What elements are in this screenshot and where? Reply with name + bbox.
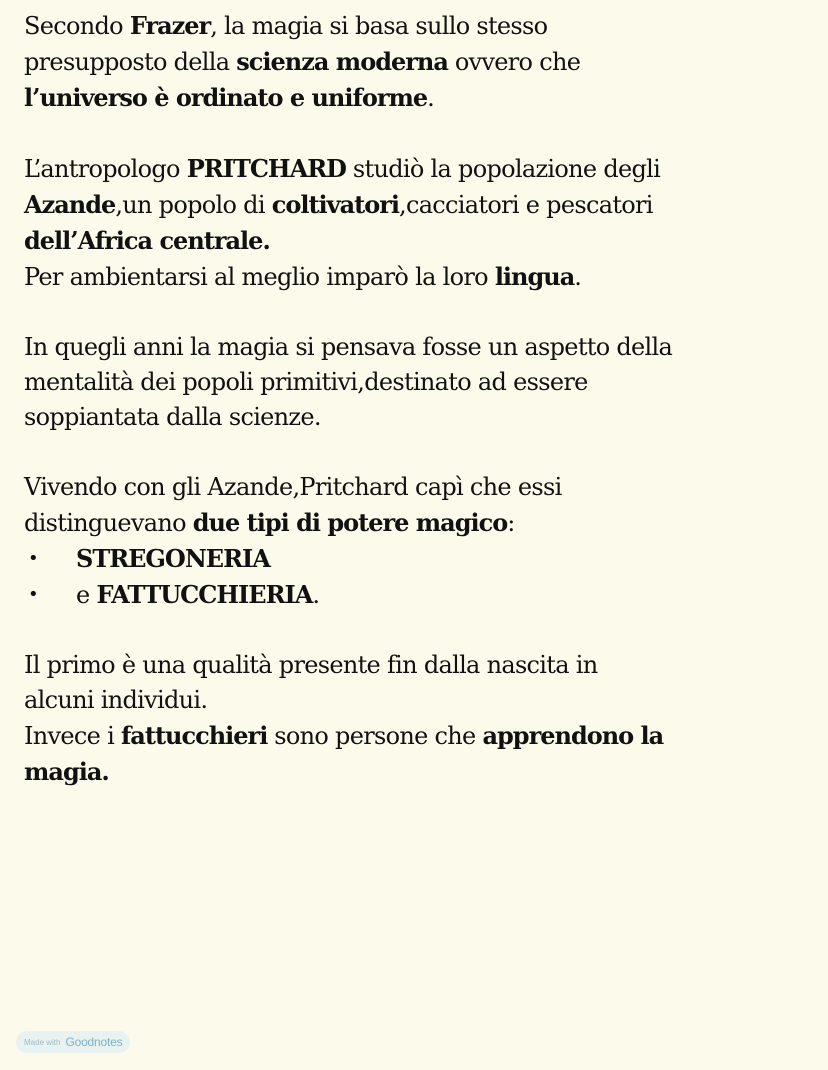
- bold-run: FATTUCCHIERIA: [96, 580, 313, 609]
- bold-run: scienza moderna: [236, 47, 448, 76]
- list-item-stregoneria: [24, 541, 814, 577]
- text-run: distinguevano: [24, 509, 193, 537]
- note-page: [24, 8, 814, 825]
- text-line: alcuni individui.: [24, 686, 208, 714]
- bold-run: STREGONERIA: [76, 544, 270, 573]
- text-run: studiò la popolazione degli: [345, 155, 661, 183]
- text-run: ovvero che: [447, 48, 581, 76]
- text-run: Per ambientarsi al meglio imparò la loro: [24, 263, 495, 291]
- text-run: .: [574, 263, 582, 291]
- text-run: ,un popolo di: [115, 191, 272, 219]
- text-run: sono persone che: [267, 722, 483, 750]
- bold-run: fattucchieri: [120, 721, 268, 750]
- text-line: [24, 718, 814, 754]
- text-line: [24, 151, 814, 187]
- bold-run: apprendono la: [482, 721, 664, 750]
- paragraph-pritchard: [24, 151, 814, 295]
- text-line: In quegli anni la magia si pensava fosse un aspetto della: [24, 333, 673, 361]
- paragraph-differences: [24, 648, 814, 790]
- text-line: soppiantata dalla scienze.: [24, 403, 321, 431]
- text-line: Vivendo con gli Azande,Pritchard capì che essi: [24, 473, 562, 501]
- bold-run: l’universo è ordinato e uniforme: [24, 83, 428, 112]
- bullet-icon: •: [28, 548, 38, 569]
- text-line: [24, 187, 814, 223]
- text-run: presupposto della: [24, 48, 237, 76]
- goodnotes-logo: Goodnotes: [65, 1035, 123, 1049]
- text-line: [24, 80, 814, 116]
- bullet-icon: •: [28, 584, 38, 605]
- text-run: :: [507, 509, 515, 537]
- bold-run: Azande: [24, 190, 116, 219]
- text-run: e: [76, 581, 97, 609]
- text-line: mentalità dei popoli primitivi,destinato ad essere: [24, 368, 588, 396]
- bold-run: dell’Africa centrale.: [24, 226, 270, 255]
- paragraph-azande: [24, 470, 814, 541]
- text-line: [24, 505, 814, 541]
- text-run: , la magia si basa sullo stesso: [210, 12, 548, 40]
- bold-run: PRITCHARD: [186, 154, 346, 183]
- text-line: [24, 259, 814, 295]
- bold-run: Frazer: [129, 11, 211, 40]
- text-line: [24, 8, 814, 44]
- text-line: [24, 754, 814, 790]
- made-with-label: Made with: [24, 1037, 61, 1047]
- text-run: .: [312, 581, 320, 609]
- paragraph-magic-primitive: [24, 330, 814, 435]
- bold-run: lingua: [494, 262, 575, 291]
- text-run: Secondo: [24, 12, 130, 40]
- made-with-goodnotes-badge: [16, 1031, 130, 1053]
- text-line: Il primo è una qualità presente fin dalla nascita in: [24, 651, 598, 679]
- paragraph-frazer: [24, 8, 814, 116]
- bold-run: magia.: [24, 757, 109, 786]
- list-item-fattucchieria: [24, 577, 814, 613]
- text-line: [24, 223, 814, 259]
- text-run: L’antropologo: [24, 155, 187, 183]
- text-line: [24, 44, 814, 80]
- bullet-list: [24, 541, 814, 613]
- bold-run: due tipi di potere magico: [192, 508, 508, 537]
- text-run: Invece i: [24, 722, 121, 750]
- bold-run: coltivatori: [271, 190, 400, 219]
- text-run: .: [427, 84, 435, 112]
- text-run: ,cacciatori e pescatori: [399, 191, 653, 219]
